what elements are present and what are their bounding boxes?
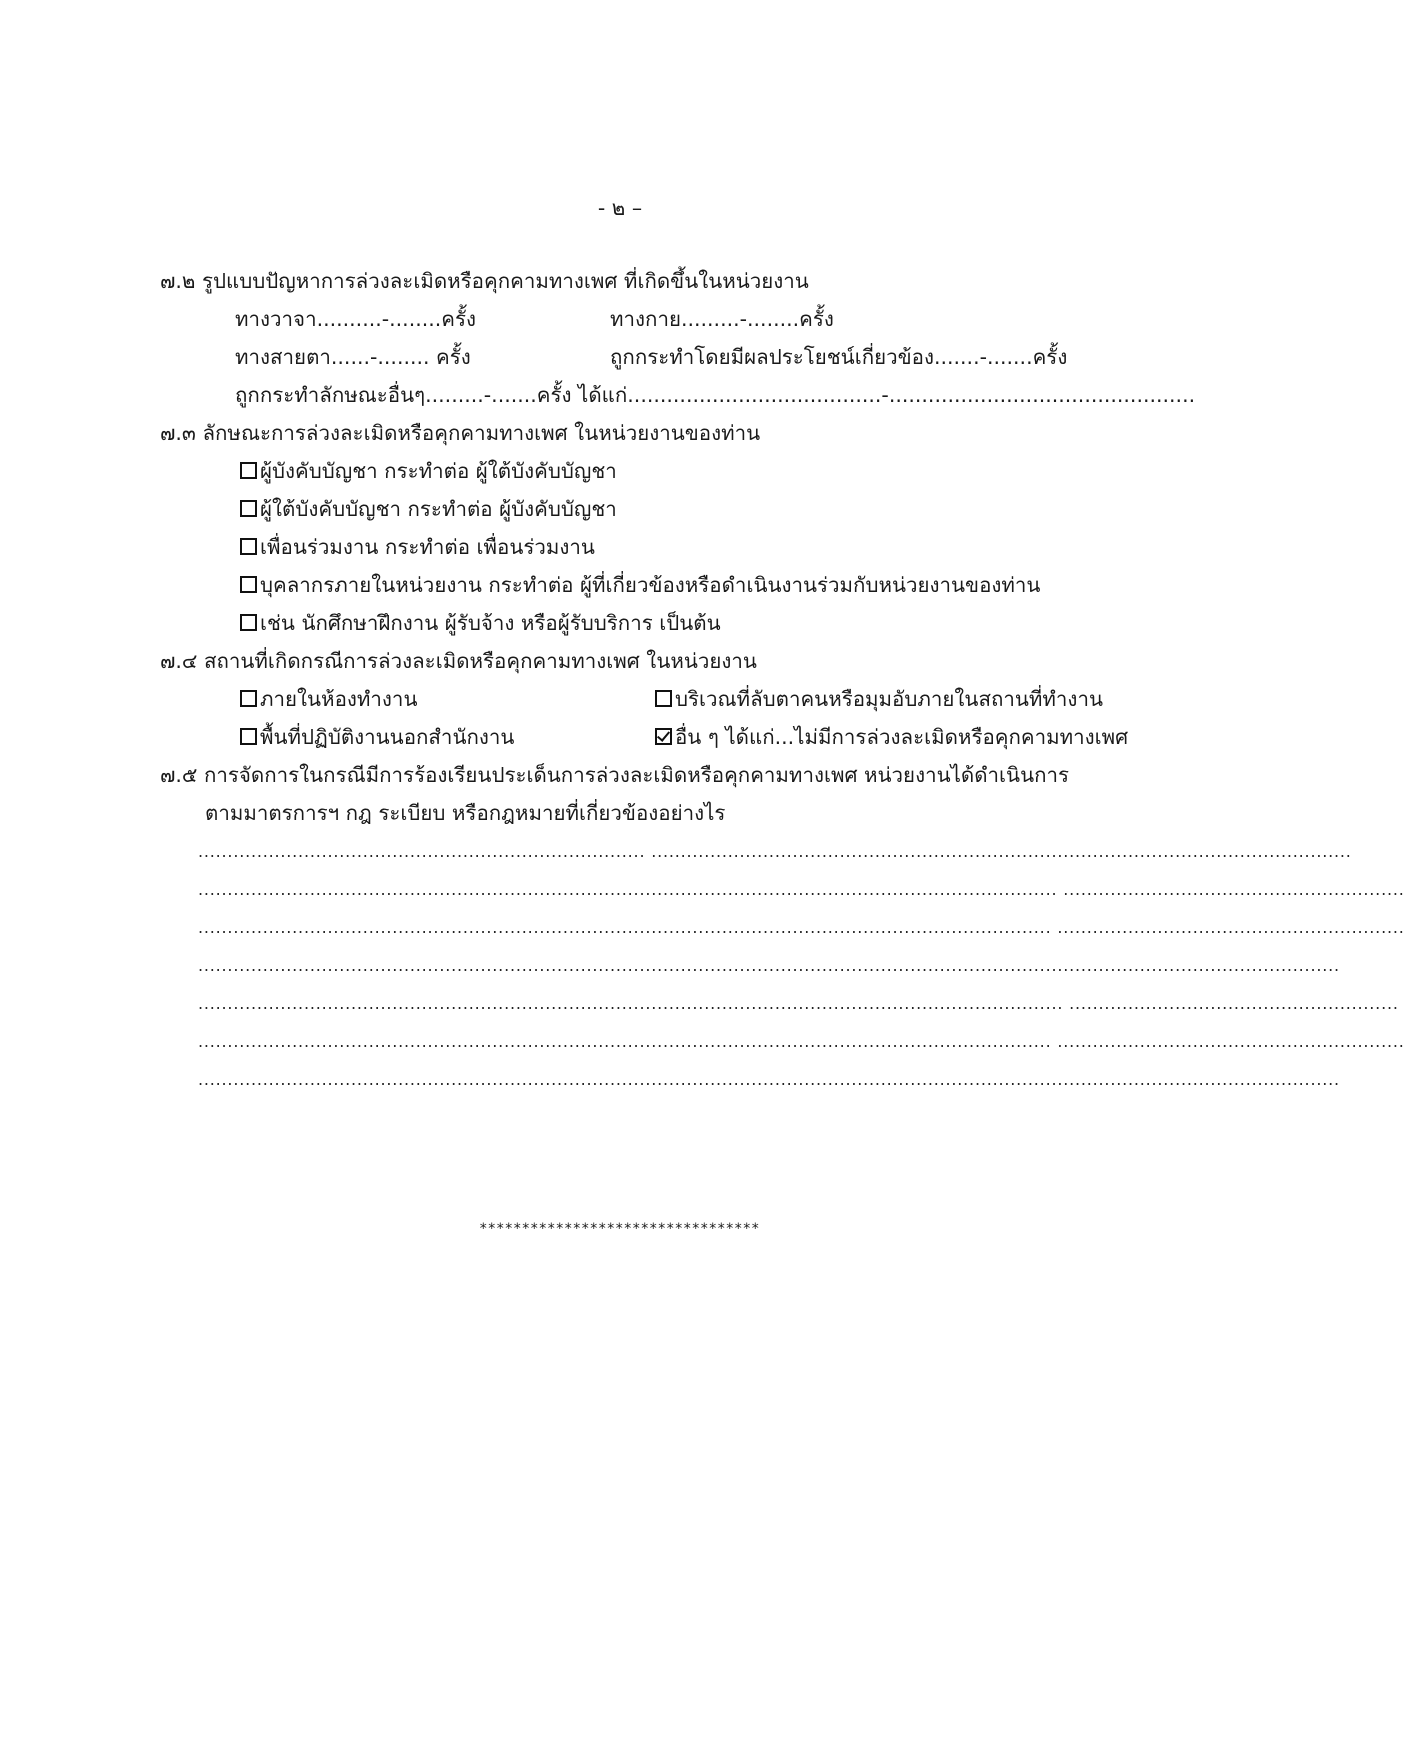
answer-line[interactable]: ................................................................................................................................................. ........................................................... [198, 918, 1405, 937]
benefit-count-field: ถูกกระทำโดยมีผลประโยชน์เกี่ยวข้อง.......-.......ครั้ง [610, 345, 1068, 369]
checkbox-label: อื่น ๆ ได้แก่...ไม่มีการล่วงละเมิดหรือคุกคามทางเพศ [675, 725, 1129, 749]
checkbox-row-subordinate-to-supervisor[interactable] [240, 496, 617, 522]
section-7-4-heading: ๗.๔ สถานที่เกิดกรณีการล่วงละเมิดหรือคุกคามทางเพศ ในหน่วยงาน [160, 649, 757, 673]
checkbox-label: ผู้ใต้บังคับบัญชา กระทำต่อ ผู้บังคับบัญชา [260, 497, 617, 521]
checkbox-icon[interactable] [240, 538, 257, 555]
checkbox-row-staff-to-associates[interactable] [240, 572, 1040, 598]
answer-line[interactable]: .................................................................................................................................................. .......................................................... [198, 880, 1405, 899]
answer-line[interactable]: .................................................................................................................................................................................................. [198, 956, 1340, 975]
answer-line[interactable]: .................................................................................................................................................................................................. [198, 1070, 1340, 1089]
checkbox-row-supervisor-to-subordinate[interactable] [240, 458, 617, 484]
page-number: - ๒ – [597, 196, 643, 220]
checkbox-label: ผู้บังคับบัญชา กระทำต่อ ผู้ใต้บังคับบัญชา [260, 459, 617, 483]
section-7-5-heading-continued: ตามมาตรการฯ กฎ ระเบียบ หรือกฎหมายที่เกี่ยวข้องอย่างไร [205, 801, 726, 825]
physical-count-field: ทางกาย.........-........ครั้ง [610, 307, 834, 331]
checkbox-row-colleague-to-colleague[interactable] [240, 534, 595, 560]
checkbox-icon[interactable] [240, 614, 257, 631]
checkbox-row-other[interactable] [655, 724, 1128, 750]
checkbox-row-outside-office[interactable] [240, 724, 514, 750]
checked-checkbox-icon[interactable] [655, 728, 672, 745]
verbal-count-field: ทางวาจา..........-........ครั้ง [235, 307, 477, 331]
answer-line[interactable]: ................................................................................................................................................... ........................................................ [198, 994, 1399, 1013]
checkbox-icon[interactable] [240, 728, 257, 745]
checkbox-row-examples[interactable] [240, 610, 721, 636]
section-7-2-heading: ๗.๒ รูปแบบปัญหาการล่วงละเมิดหรือคุกคามทางเพศ ที่เกิดขึ้นในหน่วยงาน [160, 269, 809, 293]
visual-count-field: ทางสายตา......-........ ครั้ง [235, 345, 471, 369]
checkbox-icon[interactable] [655, 690, 672, 707]
checkbox-label: บริเวณที่ลับตาคนหรือมุมอับภายในสถานที่ทำงาน [675, 687, 1103, 711]
checkbox-label: เช่น นักศึกษาฝึกงาน ผู้รับจ้าง หรือผู้รับบริการ เป็นต้น [260, 611, 721, 635]
answer-line[interactable]: ................................................................................................................................................. ........................................................... [198, 1032, 1405, 1051]
answer-line[interactable]: ............................................................................ ....................................................................................................................... [198, 842, 1352, 861]
checkbox-icon[interactable] [240, 690, 257, 707]
checkbox-icon[interactable] [240, 500, 257, 517]
checkbox-icon[interactable] [240, 576, 257, 593]
section-7-3-heading: ๗.๓ ลักษณะการล่วงละเมิดหรือคุกคามทางเพศ ในหน่วยงานของท่าน [160, 421, 761, 445]
checkbox-row-secluded-area[interactable] [655, 686, 1103, 712]
checkbox-label: ภายในห้องทำงาน [260, 687, 418, 711]
checkbox-icon[interactable] [240, 462, 257, 479]
end-of-document-separator: ********************************* [479, 1221, 761, 1237]
checkbox-label: เพื่อนร่วมงาน กระทำต่อ เพื่อนร่วมงาน [260, 535, 595, 559]
section-7-5-heading: ๗.๕ การจัดการในกรณีมีการร้องเรียนประเด็นการล่วงละเมิดหรือคุกคามทางเพศ หน่วยงานได้ดำเนินการ [160, 763, 1070, 787]
checkbox-label: พื้นที่ปฏิบัติงานนอกสำนักงาน [260, 725, 515, 749]
checkbox-label: บุคลากรภายในหน่วยงาน กระทำต่อ ผู้ที่เกี่ยวข้องหรือดำเนินงานร่วมกับหน่วยงานของท่าน [260, 573, 1041, 597]
checkbox-row-inside-office[interactable] [240, 686, 417, 712]
other-count-field: ถูกกระทำลักษณะอื่นๆ.........-.......ครั้ง ได้แก่.......................................-............................................... [235, 383, 1196, 407]
